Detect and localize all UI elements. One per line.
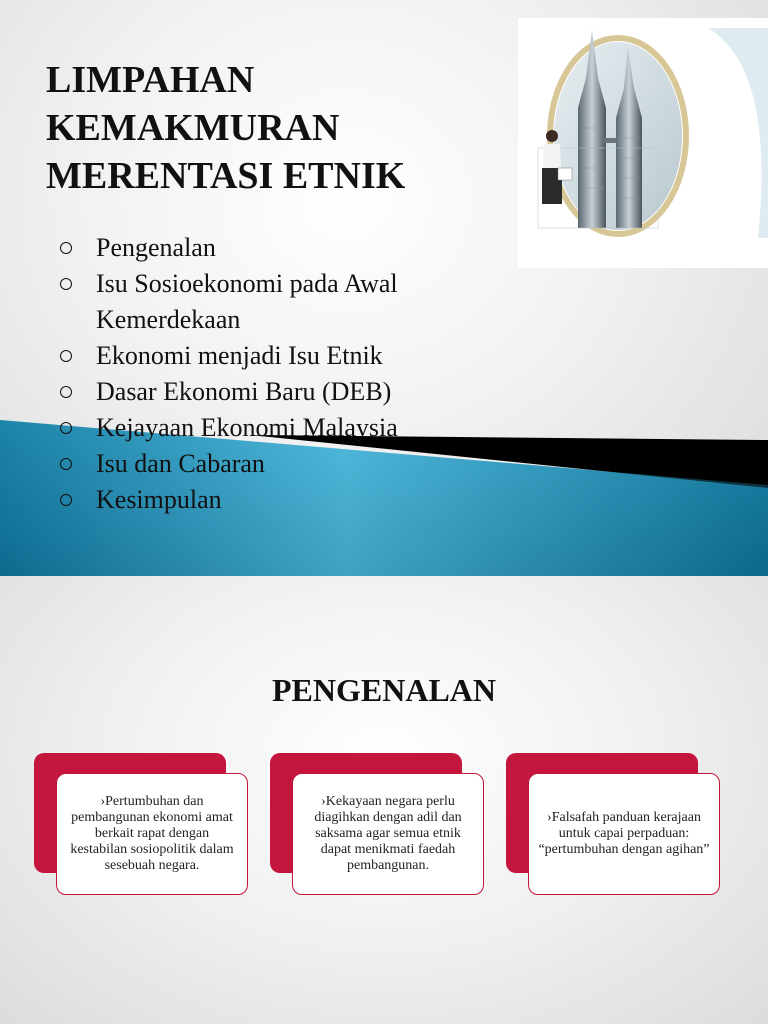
circle-bullet-icon [60,494,72,506]
list-item [58,374,398,410]
section-title: PENGENALAN [271,672,496,708]
list-item-text: Isu Sosioekonomi pada Awal [96,269,398,298]
list-item [58,446,398,482]
list-item-text: Ekonomi menjadi Isu Etnik [96,341,383,370]
agenda-list [58,230,398,518]
info-card [292,773,484,895]
info-card [528,773,720,895]
list-item [58,410,398,446]
title-line: KEMAKMURAN [46,107,340,149]
circle-bullet-icon [60,422,72,434]
circle-bullet-icon [60,458,72,470]
slide-2 [0,576,768,1024]
info-card-text: ›Falsafah panduan kerajaan untuk capai perpaduan: “pertumbuhan dengan agihan” [538,810,710,857]
circle-bullet-icon [60,386,72,398]
list-item [58,482,398,518]
circle-bullet-icon [60,350,72,362]
title-line: MERENTASI ETNIK [46,155,406,197]
list-item-text: Isu dan Cabaran [96,449,265,478]
circle-bullet-icon [60,242,72,254]
info-card [56,773,248,895]
slide-title [46,56,486,200]
list-item-continuation: Kemerdekaan [96,305,241,334]
list-item-text: Kesimpulan [96,485,222,514]
title-line: LIMPAHAN [46,59,255,101]
list-item [58,266,398,338]
list-item [58,338,398,374]
info-card-text: ›Pertumbuhan dan pembangunan ekonomi amat berkait rapat dengan kestabilan sosiopolitik dalam sesebuah negara. [70,794,234,873]
list-item-text: Pengenalan [96,233,216,262]
list-item-text: Dasar Ekonomi Baru (DEB) [96,377,392,406]
petronas-towers-image [518,18,768,268]
list-item-text: Kejayaan Ekonomi Malaysia [96,413,398,442]
circle-bullet-icon [60,278,72,290]
list-item [58,230,398,266]
info-card-text: ›Kekayaan negara perlu diagihkan dengan adil dan saksama agar semua etnik dapat menikmati faedah pembangunan. [314,794,462,873]
